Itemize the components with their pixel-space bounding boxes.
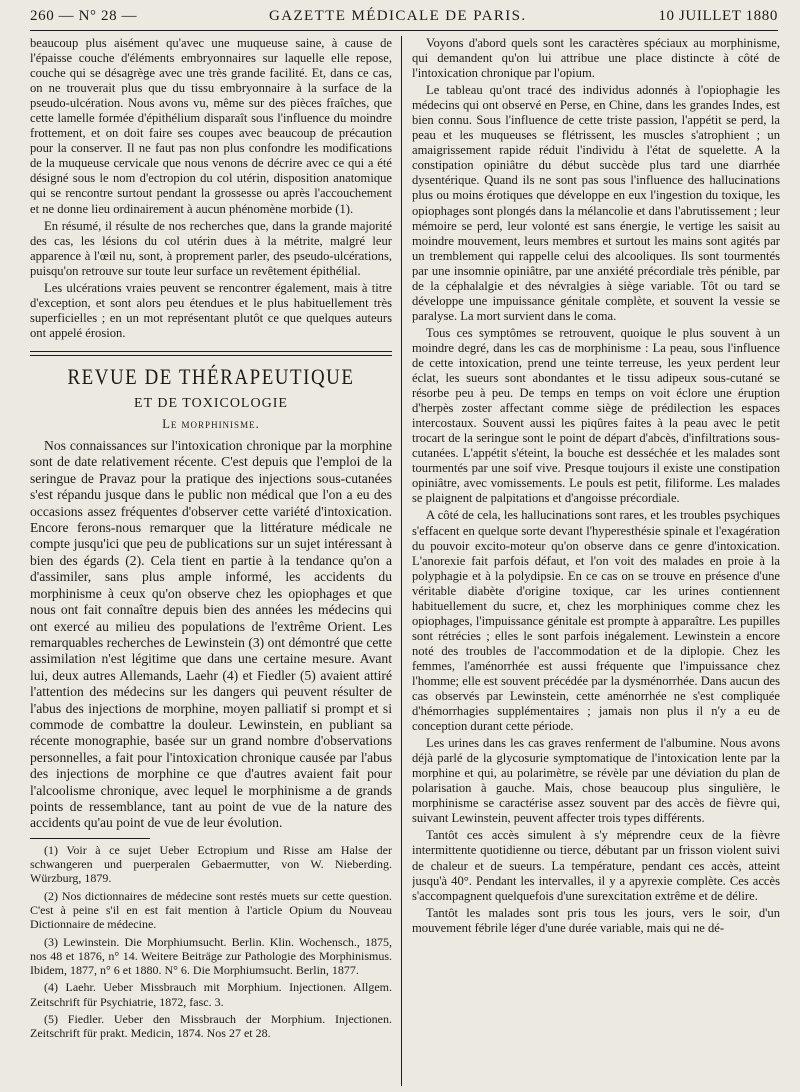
page-number: 260 — N° 28 — <box>30 7 138 24</box>
footnote: (1) Voir à ce sujet Ueber Ectropium und Risse am Halse der schwangeren und puerperalen Gebaermutter, von W. Nieberding. Würzburg, 1879. <box>30 842 392 886</box>
footnote: (5) Fiedler. Ueber den Missbrauch der Morphium. Injectionen. Zeitschrift für prakt. Medicin, 1874. Nos 27 et 28. <box>30 1012 392 1041</box>
column-rule <box>401 36 402 1086</box>
article-paragraph: A côté de cela, les hallucinations sont rares, et les troubles psychiques s'effacent en quelque sorte devant l'hyperesthésie spinale et l'exagération du pouvoir excito-moteur qu'on observe dans ce genre d'intoxication. L'anorexie fait parfois défaut, et l'on voit des malades en proie à la polyphagie et à la polydipsie. En ce cas on se trouve en présence d'une véritable diabète d'origine toxique, car les urines contiennent habituellement du sucre, et, chez les morphiniques comme chez les opiophages, l'impuissance génitale est prompte à apparaître. Les pupilles sont rétrécies ; elles le sont parfois inégalement. Lewinstein a encore noté des troubles de l'accommodation et de la diplopie. Chez les femmes, l'aménorrhée est aussi fréquente que l'impuissance chez l'homme; elle est souvent précédée par la dysménorrhée. Dans aucun des cas observés par Lewinstein, cette aménorrhée ne s'est compliquée d'hémorrhagies supplémentaires ; jamais non plus il n'y a eu de conception durant cette période. <box>412 508 780 734</box>
footnotes-rule <box>30 838 150 839</box>
section-title: Le morphinisme. <box>162 416 260 431</box>
footnote: (2) Nos dictionnaires de médecine sont restés muets sur cette question. C'est à peine s'il en est fait mention à l'article Opium du Nouveau Dictionnaire de médecine. <box>30 888 392 932</box>
issue-date: 10 JUILLET 1880 <box>658 7 778 24</box>
footnotes <box>30 843 392 1041</box>
right-column <box>412 36 780 1088</box>
footnote: (3) Lewinstein. Die Morphiumsucht. Berlin. Klin. Wochensch., 1875, nos 48 et 1876, n° 14. Weitere Beiträge zur Pathologie des Morphinismus. Ibidem, 1877, n° 6 et 1880. N° 6. Die Morphiumsucht. Berlin, 1877. <box>30 934 392 978</box>
article-paragraph: Les urines dans les cas graves renferment de l'albumine. Nous avons déjà parlé de la glycosurie symptomatique de l'intoxication lente par la morphine et qui, au polarimètre, se révèle par une déviation du plan de polarisation à gauche. Mais, chose beaucoup plus singulière, le morphinisme se caractérise assez souvent par des accès de fièvre qui, suivant Lewinstein, peuvent affecter trois types différents. <box>412 736 780 826</box>
article-paragraph: Tous ces symptômes se retrouvent, quoique le plus souvent à un moindre degré, dans les cas de morphinisme : La peau, sous l'influence de cette intoxication, prend une teinte terreuse, les yeux perdent leur éclat, les sueurs sont abondantes et le tissu adipeux sous-cutané se résorbe peu à peu. De temps en temps on voit éclore une éruption d'herpès zoster affectant comme siège de prédilection les espaces intercostaux. Souvent aussi les piqûres faites à la peau avec le petit trocart de la seringue sont le point de départ d'abcès, d'infiltrations sous-cutanées. L'appétit s'éteint, la bouche est desséchée et les malades sont tourmentés par une soif vive. Presque toujours il existe une constipation opiniâtre, avec vomissements. Le pouls est petit, filiforme. Les malades se plaignent de palpitations et d'angoisse précordiale. <box>412 325 780 506</box>
article-paragraph: Nos connaissances sur l'intoxication chronique par la morphine sont de date relativement récente. C'est depuis que l'emploi de la seringue de Pravaz pour la pratique des injections sous-cutanées s'est répandu jusque dans le public non médical que l'on a eu des occasions assez fréquentes d'observer cette variété d'intoxication. Encore ferons-nous remarquer que la littérature médicale ne compte jusqu'ici que peu de publications sur un sujet intéressant à bien des égards (2). Cela tient en partie à la tendance qu'on a d'assimiler, sans plus ample informé, les accidents du morphinisme à ceux qu'on observe chez les opiophages et que nous ont fait connaître depuis bien des années les médecins qui ont exercé au milieu des populations de l'extrême Orient. Les remarquables recherches de Lewinstein (3) ont démontré que cette assimilation n'est légitime que dans une certaine mesure. Avant lui, deux autres Allemands, Laehr (4) et Fiedler (5) avaient attiré l'attention des médecins sur les dangers qui peuvent résulter de l'abus des injections de morphine, moyen palliatif si prompt et si commode de combattre la douleur. Lewinstein, en publiant sa récente monographie, basée sur un grand nombre d'observations personnelles, a fait pour l'intoxication chronique causée par l'abus des injections de morphine ce que d'autres avaient fait pour l'alcoolisme chronique, avec lequel le morphinisme a de grands points de ressemblance, tant au point de vue de la nature des accidents qu'au point de vue de leur évolution. <box>30 438 392 831</box>
left-column <box>30 36 392 1088</box>
section-divider <box>30 351 392 352</box>
footnote: (4) Laehr. Ueber Missbrauch mit Morphium. Injectionen. Allgem. Zeitschrift für Psychiatrie, 1872, fasc. 3. <box>30 980 392 1009</box>
revue-subtitle: ET DE TOXICOLOGIE <box>134 395 288 411</box>
article-paragraph: Tantôt les malades sont pris tous les jours, vers le soir, d'un mouvement fébrile léger d'une durée variable, mais qui ne dé- <box>412 905 780 935</box>
page-header <box>30 2 778 31</box>
revue-body <box>30 438 392 832</box>
article-paragraph: beaucoup plus aisément qu'avec une muqueuse saine, à cause de l'épaisse couche d'éléments embryonnaires sur laquelle elle repose, couche qui se désagrège avec une très grande facilité. Et, dans ce cas, on ne trouverait plus que du tissu embryonnaire à la surface de la pseudo-ulcération. Nous avons vu, même sur des pièces fraîches, que cette lamelle formée d'épithélium disparaît sous l'influence du moindre frottement, et on doit faire ses coupes avec beaucoup de précaution pour la conserver. Il ne faut pas non plus confondre les modifications de la muqueuse cervicale que nous venons de décrire avec ce qui a été désigné sous le nom d'ectropion du col utérin, disposition anatomique qui se rencontre surtout pendant la grossesse ou après l'accouchement et ne donne lieu ordinairement à aucun phénomène morbide (1). <box>30 36 392 216</box>
article-paragraph: En résumé, il résulte de nos recherches que, dans la grande majorité des cas, les lésions du col utérin dues à la métrite, malgré leur apparence à l'œil nu, sont, à proprement parler, des pseudo-ulcérations, puisqu'on retrouve sur toute leur surface un revêtement épithélial. <box>30 218 392 278</box>
journal-title: GAZETTE MÉDICALE DE PARIS. <box>269 7 527 24</box>
article-paragraph: Tantôt ces accès simulent à s'y méprendre ceux de la fièvre intermittente quotidienne ou tierce, débutant par un frisson violent suivi de chaleur et de sueurs. La température, pendant ces accès, atteint jusqu'à 40°. Pendant les intervalles, il y a apyrexie complète. Ces accès s'accompagnent quelquefois d'une surexcitation extrême et de délire. <box>412 828 780 903</box>
article-paragraph: Voyons d'abord quels sont les caractères spéciaux au morphinisme, qui demandent qu'on lui attribue une place distincte à côté de l'intoxication chronique par l'opium. <box>412 36 780 81</box>
section-divider-thin <box>30 355 392 356</box>
revue-title: REVUE DE THÉRAPEUTIQUE <box>67 363 355 389</box>
article-paragraph: Les ulcérations vraies peuvent se rencontrer également, mais à titre d'exception, et sont alors peu étendues et le plus habituellement très superficielles ; en un mot représentant plutôt ce que quelques auteurs ont appelé érosion. <box>30 280 392 340</box>
article-paragraph: Le tableau qu'ont tracé des individus adonnés à l'opiophagie les médecins qui ont observé en Perse, en Chine, dans les grandes Indes, est bien connu. Sous l'influence de cette triste passion, l'appétit se perd, la peau et les muqueuses se flétrissent, les muscles s'atrophient ; un amaigrissement rapide réduit l'individu à l'état de squelette. A la constipation opiniâtre du début succède plus tard une diarrhée dysentérique. Quand ils ne sont pas sous l'influence des hallucinations plus ou moins érotiques que développe en eux l'ingestion du toxique, les opiophages sont plongés dans la mélancolie et dans l'abrutissement ; leur mémoire se perd, leur volonté est sans énergie, le vertige les saisit au moindre mouvement, leurs membres et surtout les mains sont agités par un tremblement qui rappelle celui des alcooliques. Ils sont tourmentés par une insomnie opiniâtre, par une anxiété précordiale très pénible, par de la céphalalgie et des névralgies à siège variable. Tôt ou tard se développe une impuissance génitale complète, et souvent la vessie se paralyse. La mort survient dans le coma. <box>412 83 780 323</box>
